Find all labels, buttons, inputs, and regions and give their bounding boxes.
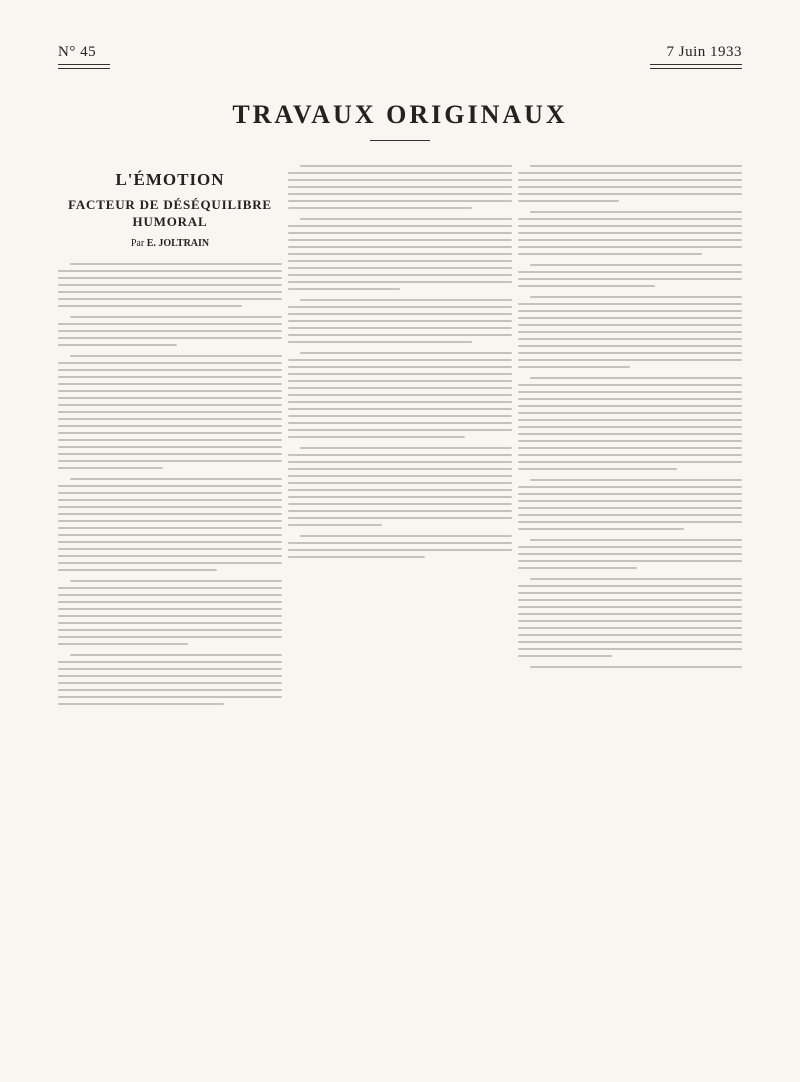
text-line [518,303,742,305]
paragraph [58,316,282,346]
text-line [58,344,177,346]
text-line [70,263,282,265]
text-line [518,500,742,502]
text-line [518,507,742,509]
text-line [518,239,742,241]
text-line [530,296,742,298]
text-line [58,390,282,392]
article-title: L'ÉMOTION [115,170,225,189]
text-line [518,232,742,234]
text-line [58,594,282,596]
text-line [288,288,400,290]
text-line [58,520,282,522]
text-line [288,200,512,202]
article-heading [58,170,282,249]
text-line [518,546,742,548]
text-column-3 [518,160,742,677]
text-line [518,391,742,393]
text-line [300,352,512,354]
text-line [288,186,512,188]
text-line [288,246,512,248]
paragraph [58,654,282,705]
text-line [288,239,512,241]
article-subtitle-line-1: FACTEUR DE DÉSÉQUILIBRE [68,197,272,212]
article-subtitle-line-2: HUMORAL [132,214,208,229]
text-line [58,305,242,307]
text-line [58,298,282,300]
text-line [518,447,742,449]
paragraph [58,580,282,645]
paragraph [288,535,512,558]
text-line [518,179,742,181]
text-line [58,337,282,339]
text-line [58,460,282,462]
text-line [518,285,655,287]
text-line [518,366,630,368]
text-line [58,555,282,557]
text-line [518,454,742,456]
byline-prefix: Par [130,238,145,249]
text-line [518,613,742,615]
text-line [288,172,512,174]
text-line [518,514,742,516]
text-line [58,696,282,698]
text-line [530,666,742,668]
text-line [70,355,282,357]
text-line [58,689,282,691]
text-line [58,661,282,663]
text-line [58,453,282,455]
text-line [518,521,742,523]
text-line [58,369,282,371]
section-title-rule [370,140,430,141]
text-line [70,316,282,318]
text-line [288,524,382,526]
article-byline [58,238,282,249]
text-line [58,513,282,515]
text-line [518,627,742,629]
issue-rule-top [58,64,110,65]
text-line [518,641,742,643]
text-line [58,485,282,487]
date-rule-bottom [650,68,742,69]
text-line [58,383,282,385]
text-line [518,186,742,188]
text-line [58,675,282,677]
column-2-body [288,165,512,558]
text-line [58,446,282,448]
paragraph [288,165,512,209]
text-line [288,422,512,424]
date-rule-top [650,64,742,65]
text-line [58,548,282,550]
text-line [58,682,282,684]
text-line [288,542,512,544]
text-line [288,556,425,558]
text-line [518,433,742,435]
text-line [58,499,282,501]
text-line [518,405,742,407]
text-line [58,362,282,364]
issue-date: 7 Juin 1933 [666,44,742,60]
paragraph [518,264,742,287]
text-line [518,246,742,248]
text-line [58,330,282,332]
text-line [288,327,512,329]
text-line [58,608,282,610]
text-line [518,324,742,326]
text-line [288,496,512,498]
text-line [288,408,512,410]
text-line [518,412,742,414]
text-line [530,479,742,481]
text-line [288,179,512,181]
text-line [288,313,512,315]
paragraph [518,296,742,368]
text-line [530,264,742,266]
text-line [288,482,512,484]
text-line [518,345,742,347]
text-line [288,489,512,491]
column-3-body [518,165,742,668]
text-line [518,218,742,220]
text-line [58,643,188,645]
text-line [288,253,512,255]
paragraph [288,447,512,526]
text-line [518,461,742,463]
text-line [288,387,512,389]
paragraph [518,539,742,569]
text-line [288,334,512,336]
section-title: TRAVAUX ORIGINAUX [232,100,568,129]
text-line [288,503,512,505]
text-line [518,317,742,319]
text-line [518,648,742,650]
text-line [518,398,742,400]
text-line [288,517,512,519]
column-1-body [58,263,282,705]
text-line [58,323,282,325]
paragraph [518,165,742,202]
text-line [518,271,742,273]
text-line [518,655,612,657]
text-line [58,425,282,427]
text-line [518,634,742,636]
text-line [518,359,742,361]
text-line [518,440,742,442]
text-line [300,447,512,449]
text-line [518,592,742,594]
text-line [58,270,282,272]
text-line [70,654,282,656]
text-line [518,620,742,622]
text-line [518,253,702,255]
text-line [288,267,512,269]
text-line [58,587,282,589]
text-line [58,629,282,631]
text-line [58,397,282,399]
paragraph [288,299,512,343]
text-line [288,232,512,234]
text-line [288,549,512,551]
paragraph [58,355,282,469]
text-line [58,668,282,670]
text-line [58,418,282,420]
text-line [288,454,512,456]
paragraph [518,211,742,255]
text-line [518,426,742,428]
text-line [58,492,282,494]
text-line [288,436,465,438]
text-line [518,172,742,174]
text-line [70,478,282,480]
text-line [518,384,742,386]
text-line [288,320,512,322]
text-line [58,527,282,529]
text-line [288,373,512,375]
text-line [518,200,619,202]
text-line [530,211,742,213]
text-line [518,352,742,354]
paragraph [58,478,282,571]
text-line [288,359,512,361]
text-line [530,165,742,167]
text-line [518,567,637,569]
paragraph [288,352,512,438]
text-column-2 [288,160,512,567]
text-line [58,541,282,543]
text-line [288,429,512,431]
text-column-1 [58,160,282,714]
text-line [518,553,742,555]
issue-rule-bottom [58,68,110,69]
text-line [300,218,512,220]
text-line [58,432,282,434]
text-line [288,281,512,283]
paragraph [518,666,742,668]
text-line [58,439,282,441]
article-subtitle [58,196,282,230]
paragraph [58,263,282,307]
text-line [288,468,512,470]
text-line [518,599,742,601]
text-line [288,274,512,276]
text-line [518,338,742,340]
text-line [288,415,512,417]
text-line [58,615,282,617]
text-line [518,331,742,333]
text-line [288,341,472,343]
text-line [288,225,512,227]
text-line [518,225,742,227]
text-line [58,277,282,279]
text-line [288,366,512,368]
paragraph [518,578,742,657]
text-line [58,534,282,536]
text-line [518,419,742,421]
text-line [58,506,282,508]
text-line [530,539,742,541]
text-line [58,284,282,286]
text-line [518,193,742,195]
text-line [288,475,512,477]
text-line [58,404,282,406]
text-line [518,278,742,280]
text-line [518,560,742,562]
text-line [58,467,163,469]
text-line [518,468,677,470]
paragraph [288,218,512,290]
text-line [58,411,282,413]
text-line [58,703,224,705]
text-line [288,193,512,195]
text-line [58,636,282,638]
text-line [58,562,282,564]
text-line [518,493,742,495]
issue-number: N° 45 [58,44,97,60]
text-line [288,394,512,396]
text-line [288,461,512,463]
text-line [288,207,472,209]
text-line [300,299,512,301]
text-line [58,601,282,603]
text-line [530,578,742,580]
text-line [58,291,282,293]
text-line [288,260,512,262]
text-line [518,528,684,530]
text-line [288,401,512,403]
text-line [70,580,282,582]
text-line [530,377,742,379]
article-author: E. JOLTRAIN [146,238,210,249]
paragraph [518,377,742,470]
text-line [58,622,282,624]
text-line [300,165,512,167]
text-line [518,606,742,608]
paragraph [518,479,742,530]
text-line [58,376,282,378]
text-line [288,380,512,382]
text-line [518,585,742,587]
text-line [288,306,512,308]
text-line [288,510,512,512]
text-line [518,310,742,312]
text-line [518,486,742,488]
text-line [300,535,512,537]
text-line [58,569,217,571]
